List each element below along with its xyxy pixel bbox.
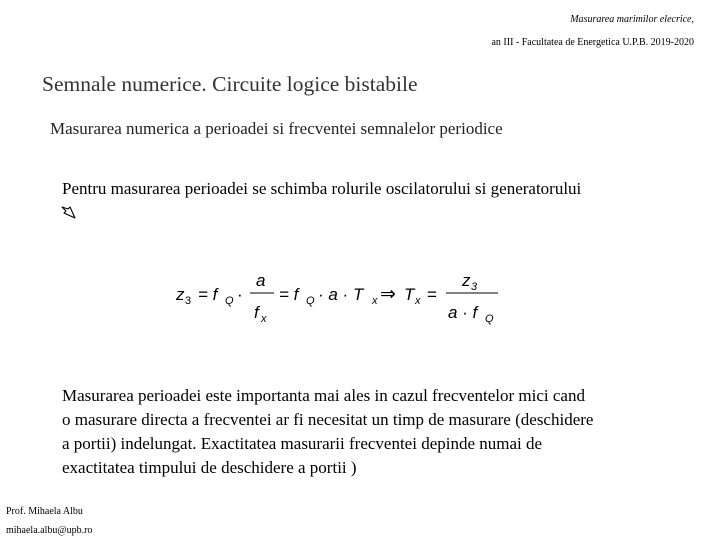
- body-line: Masurarea perioadei este importanta mai ales in cazul frecventelor mici cand: [62, 386, 585, 405]
- formula-eq2-sub: Q: [306, 295, 315, 307]
- body-paragraph: [62, 384, 698, 480]
- header-course: Masurarea marimilor elecrice,: [570, 14, 694, 25]
- frac2-numerator-sub: 3: [471, 281, 478, 293]
- intro-text: Pentru masurarea perioadei se schimba rolurile oscilatorului si generatorului: [62, 179, 582, 198]
- formula-mid: · a · T: [318, 285, 364, 304]
- frac1-denominator: f: [254, 303, 259, 322]
- footer-author: Prof. Mihaela Albu: [6, 506, 83, 517]
- frac2-denominator-sub: Q: [485, 313, 494, 325]
- formula-eq1-sub: Q: [225, 295, 234, 307]
- formula-rhs-sub: x: [415, 295, 421, 307]
- slide-title: Semnale numerice. Circuite logice bistabile: [42, 72, 418, 96]
- formula-mid-sub: x: [372, 295, 378, 307]
- formula-eq2: = f: [279, 285, 299, 304]
- body-line: a portii) indelungat. Exactitatea masurarii frecventei depinde numai de: [62, 434, 543, 453]
- formula-lhs-sub: 3: [185, 295, 192, 307]
- formula-lhs: z: [176, 285, 185, 304]
- body-line: o masurare directa a frecventei ar fi necesitat un timp de masurare (deschidere: [62, 410, 594, 429]
- frac1-numerator: a: [256, 271, 266, 290]
- body-line: exactitatea timpului de deschidere a portii ): [62, 458, 357, 477]
- outline-arrow-icon: [60, 204, 78, 222]
- period-formula: [172, 262, 502, 332]
- frac2-numerator: z: [462, 271, 471, 290]
- formula-implies: ⇒: [380, 284, 396, 305]
- frac2-denominator: a · f: [448, 303, 478, 322]
- formula-rhs: T: [404, 285, 415, 304]
- formula-eq1: = f: [198, 285, 218, 304]
- slide-subtitle: Masurarea numerica a perioadei si frecventei semnalelor periodice: [50, 119, 503, 138]
- formula-dot: ·: [237, 285, 243, 304]
- frac1-denominator-sub: x: [261, 313, 267, 325]
- header-institution: an III - Facultatea de Energetica U.P.B. 2019-2020: [491, 37, 694, 48]
- formula-eq3: =: [427, 285, 437, 304]
- footer-email: mihaela.albu@upb.ro: [6, 525, 93, 536]
